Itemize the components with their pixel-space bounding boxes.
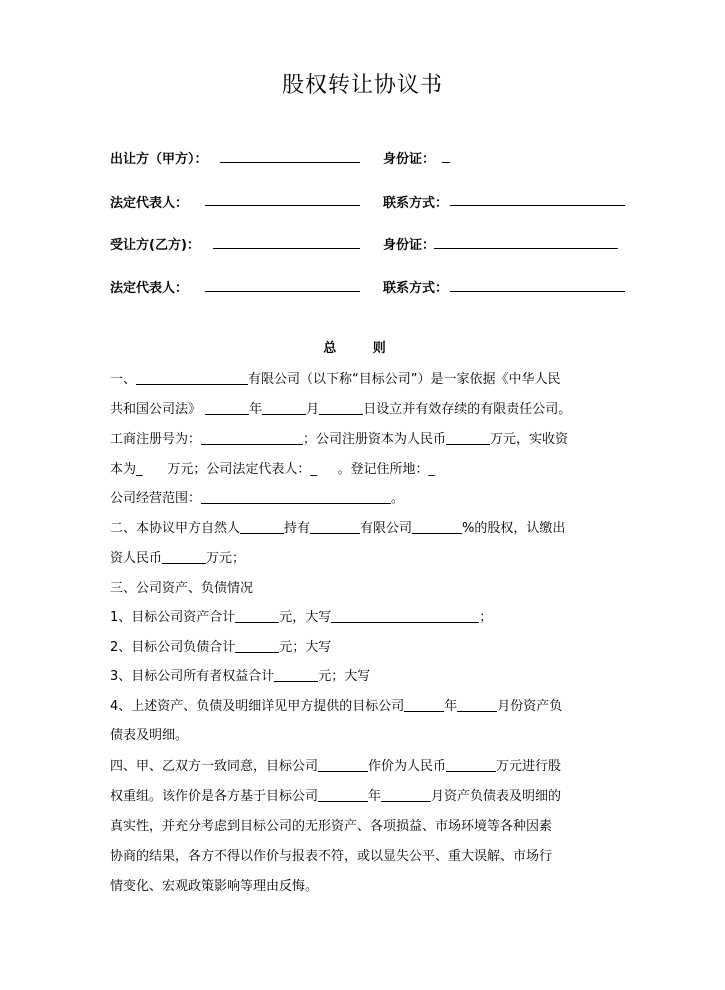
text: 年 [368,789,382,804]
text: 资人民币 [110,551,163,566]
body-line-17: 协商的结果，各方不得以作价与报表不符，或以显失公平、重大误解、市场行 [110,849,553,864]
transferee-id-label: 身份证： [383,238,436,253]
body-line-14 [110,755,561,774]
text: 3、目标公司所有者权益合计 [110,669,275,684]
reg-capital-blank[interactable] [446,431,490,445]
body-line-10 [110,636,331,655]
transferee-contact-blank[interactable] [450,291,625,292]
text: 月份资产负 [497,699,563,714]
transferee-rep-blank[interactable] [205,291,360,292]
text: 有限公司 [360,521,413,536]
transferor-rep-label: 法定代表人： [110,196,189,211]
text: 万元； [206,551,246,566]
subscribed-capital-blank[interactable] [162,550,206,564]
liabilities-blank[interactable] [235,639,279,653]
text: ； [479,610,493,625]
assets-words-blank[interactable] [331,609,479,623]
transferee-id-blank[interactable] [434,248,618,249]
transferor-label: 出让方（甲方）： [110,152,208,167]
report-year-blank[interactable] [404,698,444,712]
text: 有限公司（以下称“目标公司”）是一家依据《中华人民 [248,372,561,387]
section-heading: 总 则 [323,341,402,356]
target-equity-blank[interactable] [318,758,368,772]
text: 年 [444,699,458,714]
text: 日设立并有效存续的有限责任公司。 [363,402,572,417]
day-blank[interactable] [319,401,363,415]
text: 本为_ [110,462,143,477]
person-blank[interactable] [240,520,284,534]
body-line-5 [110,487,404,506]
text: 。 [391,491,405,506]
text: 公司经营范围： [110,491,202,506]
body-line-16: 真实性，并充分考虑到目标公司的无形资产、各项损益、市场环境等各种因素 [110,819,553,834]
assets-blank[interactable] [235,609,279,623]
text: 月资产负债表及明细的 [431,789,562,804]
text: 一、 [110,372,137,387]
report-month-blank[interactable] [457,698,497,712]
text: 万元；公司法定代表人：_ [167,462,317,477]
text: 作价为人民币 [368,759,447,774]
transferor-contact-label: 联系方式： [383,196,449,211]
body-line-15 [110,785,561,804]
body-line-12 [110,695,562,714]
body-line-11 [110,665,370,684]
percent-blank[interactable] [412,520,462,534]
reg-number-blank[interactable] [201,431,303,445]
text: 元；大写 [279,640,332,655]
text: 月 [306,402,320,417]
body-line-7 [110,547,245,566]
body-line-3 [110,428,568,447]
text: 工商注册号为： [110,432,202,447]
transferee-label: 受让方(乙方)： [110,238,200,253]
business-scope-blank[interactable] [201,490,391,504]
month-blank[interactable] [262,401,306,415]
transferor-rep-blank[interactable] [205,205,360,206]
transferee-contact-label: 联系方式： [383,281,449,296]
company-blank[interactable] [310,520,360,534]
text: 权重组。该作价是各方基于目标公司 [110,789,319,804]
equity-blank[interactable] [274,668,318,682]
text: 1、目标公司资产合计 [110,610,236,625]
transferor-blank[interactable] [220,162,360,163]
text: 共和国公司法》 [110,402,202,417]
body-line-1 [110,368,561,387]
basis-year-blank[interactable] [318,788,368,802]
body-line-9 [110,606,492,625]
text: 万元，实收资 [490,432,569,447]
text: 。登记住所地：_ [337,462,436,477]
text: %的股权，认缴出 [462,521,566,536]
transferee-rep-label: 法定代表人： [110,281,189,296]
body-line-6 [110,517,565,536]
body-line-13: 债表及明细。 [110,728,189,743]
transferor-id-label: 身份证： [383,152,436,167]
document-title: 股权转让协议书 [281,73,443,98]
body-line-8: 三、公司资产、负债情况 [110,581,254,596]
text: 四、甲、乙双方一致同意，目标公司 [110,759,319,774]
company-name-blank[interactable] [136,371,248,385]
text: 元，大写 [279,610,332,625]
body-line-2 [110,398,571,417]
transferor-contact-blank[interactable] [450,205,625,206]
text: 4、上述资产、负债及明细详见甲方提供的目标公司 [110,699,405,714]
text: 二、本协议甲方自然人 [110,521,241,536]
text: 元；大写 [318,669,371,684]
text: 万元进行股 [496,759,562,774]
transferor-id-blank[interactable] [442,162,450,163]
text: 持有 [284,521,311,536]
price-blank[interactable] [446,758,496,772]
basis-month-blank[interactable] [381,788,431,802]
text: 2、目标公司负债合计 [110,640,236,655]
body-line-18: 情变化、宏观政策影响等理由反悔。 [110,879,319,894]
body-line-4 [110,458,435,477]
year-blank[interactable] [205,401,249,415]
text: 年 [249,402,263,417]
text: ；公司注册资本为人民币 [303,432,447,447]
transferee-blank[interactable] [213,248,360,249]
